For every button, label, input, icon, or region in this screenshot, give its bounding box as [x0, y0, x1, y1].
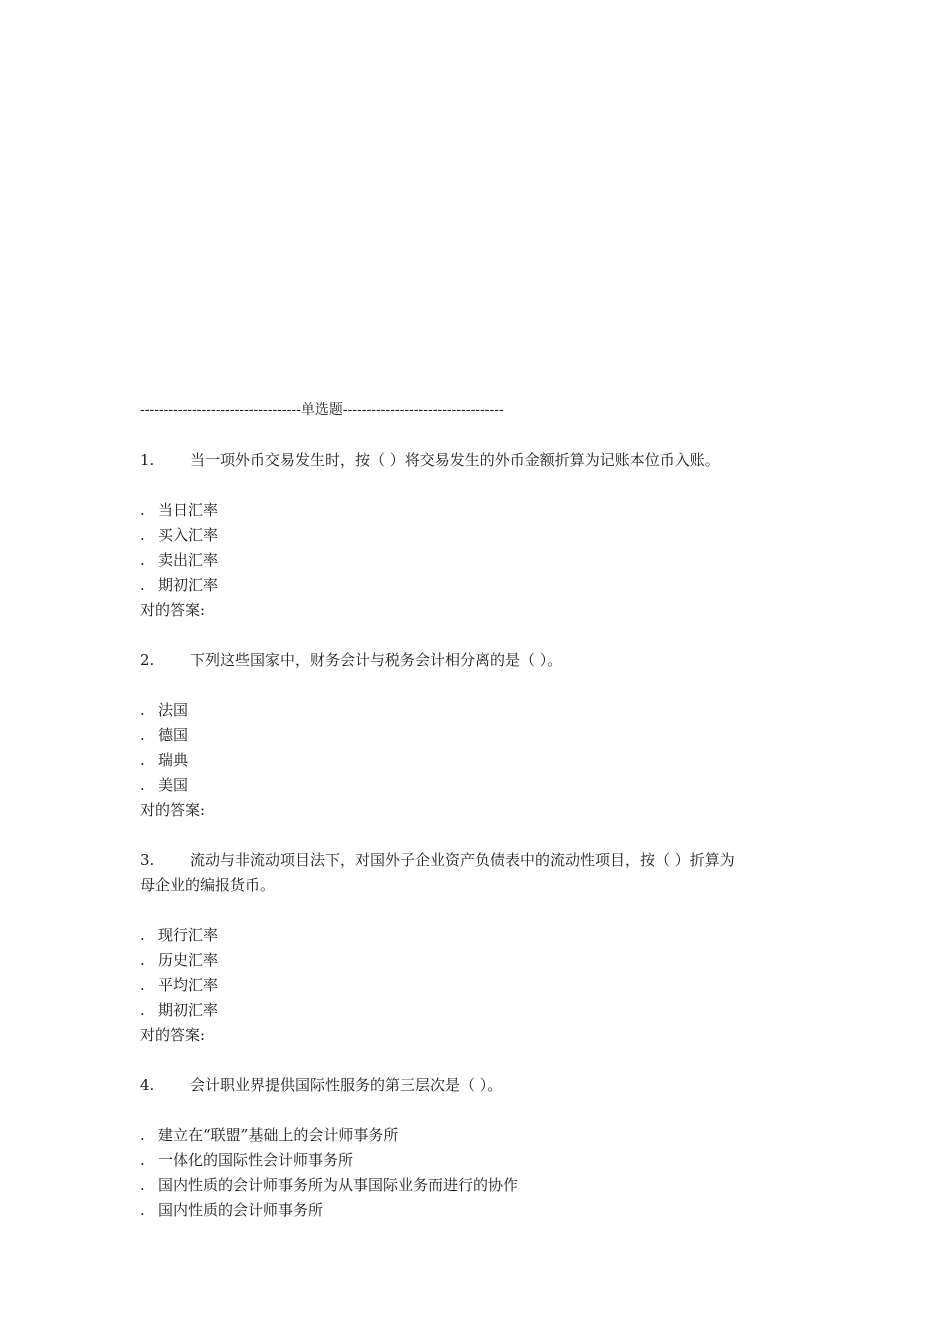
option-label: 期初汇率	[158, 576, 219, 594]
option-marker: .	[140, 526, 145, 544]
question-text: 流动与非流动项目法下，对国外子企业资产负债表中的流动性项目，按（ ）折算为	[190, 851, 735, 869]
option-item	[140, 998, 820, 1023]
option-label: 法国	[158, 701, 189, 719]
section-header-dashes-right: ----------------------------------	[342, 402, 504, 418]
question-text: 当一项外币交易发生时，按（ ）将交易发生的外币金额折算为记账本位币入账。	[190, 451, 720, 469]
option-label: 瑞典	[158, 751, 189, 769]
question-stem	[140, 448, 820, 473]
option-item	[140, 948, 820, 973]
option-label: 期初汇率	[158, 1001, 219, 1019]
option-label: 建立在“联盟”基础上的会计师事务所	[158, 1126, 399, 1144]
option-label: 国内性质的会计师事务所	[158, 1201, 324, 1219]
question-text-continued: 母企业的编报货币。	[140, 876, 276, 894]
option-marker: .	[140, 501, 145, 519]
option-marker: .	[140, 1176, 145, 1194]
option-item	[140, 548, 820, 573]
question-2	[140, 648, 820, 823]
option-marker: .	[140, 701, 145, 719]
question-number: 4.	[140, 1076, 155, 1094]
section-header	[140, 398, 820, 423]
option-item	[140, 698, 820, 723]
option-item	[140, 498, 820, 523]
option-marker: .	[140, 951, 145, 969]
option-label: 历史汇率	[158, 951, 219, 969]
answer-label: 对的答案:	[140, 601, 206, 619]
option-item	[140, 1148, 820, 1173]
option-marker: .	[140, 726, 145, 744]
option-marker: .	[140, 751, 145, 769]
option-marker: .	[140, 926, 145, 944]
option-marker: .	[140, 1126, 145, 1144]
option-label: 当日汇率	[158, 501, 219, 519]
document-body	[140, 398, 820, 1223]
option-item	[140, 923, 820, 948]
option-label: 现行汇率	[158, 926, 219, 944]
option-marker: .	[140, 1001, 145, 1019]
question-4	[140, 1073, 820, 1223]
option-item	[140, 723, 820, 748]
option-label: 买入汇率	[158, 526, 219, 544]
question-3	[140, 848, 820, 1048]
question-number: 3.	[140, 851, 155, 869]
option-marker: .	[140, 551, 145, 569]
options-list	[140, 923, 820, 1023]
options-list	[140, 498, 820, 598]
answer-label: 对的答案:	[140, 801, 206, 819]
option-item	[140, 573, 820, 598]
option-marker: .	[140, 1201, 145, 1219]
option-item	[140, 1123, 820, 1148]
option-item	[140, 523, 820, 548]
option-label: 国内性质的会计师事务所为从事国际业务而进行的协作	[158, 1176, 519, 1194]
option-label: 平均汇率	[158, 976, 219, 994]
option-marker: .	[140, 976, 145, 994]
option-label: 德国	[158, 726, 189, 744]
option-item	[140, 973, 820, 998]
question-number: 2.	[140, 651, 155, 669]
section-header-dashes-left: ----------------------------------	[140, 402, 301, 418]
question-number: 1.	[140, 451, 155, 469]
option-marker: .	[140, 576, 145, 594]
question-text: 下列这些国家中，财务会计与税务会计相分离的是（ ）。	[190, 651, 563, 669]
question-stem	[140, 848, 820, 873]
question-text: 会计职业界提供国际性服务的第三层次是（ ）。	[190, 1076, 503, 1094]
option-label: 一体化的国际性会计师事务所	[158, 1151, 354, 1169]
option-item	[140, 1173, 820, 1198]
option-item	[140, 773, 820, 798]
option-marker: .	[140, 776, 145, 794]
options-list	[140, 1123, 820, 1223]
answer-label: 对的答案:	[140, 1026, 206, 1044]
question-1	[140, 448, 820, 623]
section-header-title: 单选题	[300, 402, 343, 418]
options-list	[140, 698, 820, 798]
option-marker: .	[140, 1151, 145, 1169]
question-stem	[140, 1073, 820, 1098]
question-stem	[140, 648, 820, 673]
option-item	[140, 748, 820, 773]
option-label: 卖出汇率	[158, 551, 219, 569]
option-item	[140, 1198, 820, 1223]
option-label: 美国	[158, 776, 189, 794]
